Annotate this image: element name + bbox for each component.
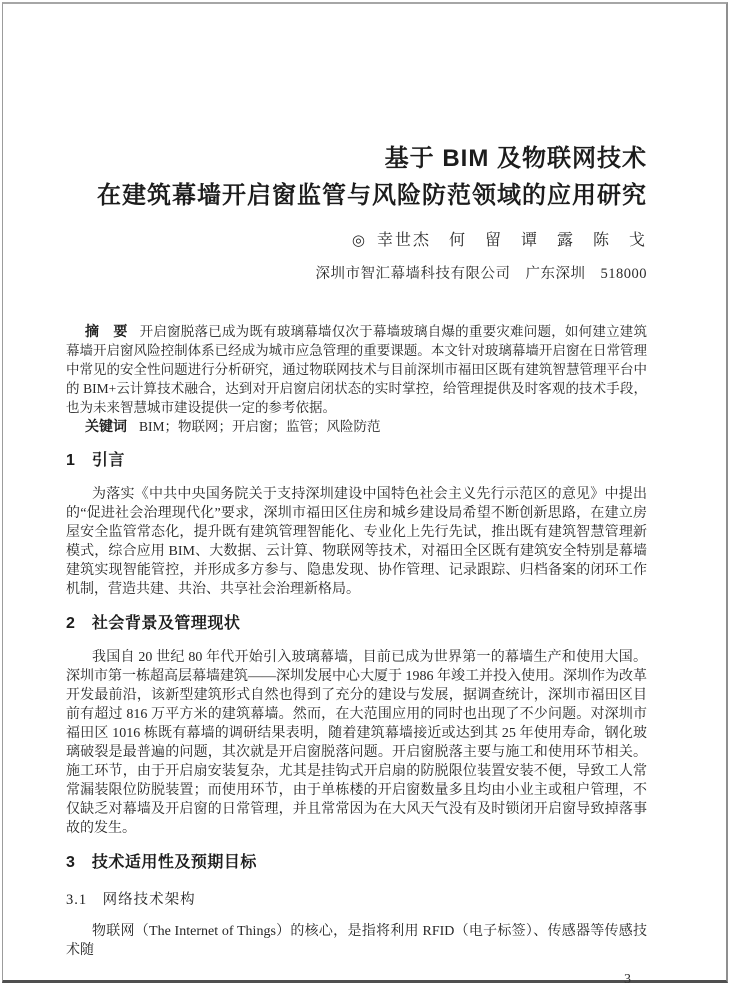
abstract-label: 摘 要: [85, 323, 128, 340]
subsection-3-1-heading: 3.1 网络技术架构: [66, 892, 196, 909]
keywords: [66, 417, 647, 436]
keywords-text: BIM；物联网；开启窗；监管；风险防范: [139, 419, 381, 435]
title-line-2: 在建筑幕墙开启窗监管与风险防范领域的应用研究: [97, 182, 647, 209]
author-line: [66, 230, 647, 252]
section-2-paragraph: 我国自 20 世纪 80 年代开始引入玻璃幕墙，目前已成为世界第一的幕墙生产和使用大国。深圳市第一栋超高层幕墙建筑——深圳发展中心大厦于 1986 年竣工并投入使用。深圳作为改革开发最前沿，该新型建筑形式自然也得到了充分的建设与发展，据调查统计，深圳市福田区目前有超过 816 万平方米的建筑幕墙。然而，在大范围应用的同时也出现了不少问题。对深圳市福田区 1016 栋既有幕墙的调研结果表明，随着建筑幕墙接近或达到其 25 年使用寿命，钢化玻璃破裂是最普遍的问题，其次就是开启窗脱落问题。开启窗脱落主要与施工和使用环节相关。施工环节，由于开启扇安装复杂，尤其是挂钩式开启扇的防脱限位装置安装不便，导致工人常常漏装限位防脱装置；而使用环节，由于单栋楼的开启窗数量多且均由小业主或租户管理，不仅缺乏对幕墙及开启窗的日常管理，并且常常因为在大风天气没有及时锁闭开启窗导致掉落事故的发生。: [66, 650, 647, 837]
page-content: [3, 140, 726, 990]
author-names: 幸世杰 何 留 谭 露 陈 戈: [376, 232, 647, 250]
title-line-1: 基于 BIM 及物联网技术: [384, 145, 647, 172]
paper-page: [2, 2, 728, 988]
section-3-heading: 3 技术适用性及预期目标: [66, 854, 257, 872]
section-1-heading: 1 引言: [66, 452, 125, 470]
abstract-text: 开启窗脱落已成为既有玻璃幕墙仅次于幕墙玻璃自爆的重要灾难问题，如何建立建筑幕墙开启窗风险控制体系已经成为城市应急管理的重要课题。本文针对玻璃幕墙开启窗在日常管理中常见的安全性问题进行分析研究，通过物联网技术与目前深圳市福田区既有建筑智慧管理平台中的 BIM+云计算技术融合，达到对开启窗启闭状态的实时掌控，给管理提供及时客观的技术手段，也为未来智慧城市建设提供一定的参考依据。: [66, 324, 648, 416]
section-2-heading: 2 社会背景及管理现状: [66, 615, 241, 633]
keywords-label: 关键词: [85, 418, 127, 435]
subsection-3-1-paragraph: 物联网（The Internet of Things）的核心，是指将利用 RFID（电子标签）、传感器等传感技术随: [66, 924, 647, 959]
paper-title: [66, 140, 647, 214]
affiliation: 深圳市智汇幕墙科技有限公司 广东深圳 518000: [315, 266, 647, 283]
author-bullet-icon: ◎: [351, 233, 365, 250]
page-number: 3: [624, 972, 631, 988]
abstract: [66, 322, 647, 417]
section-1-paragraph: 为落实《中共中央国务院关于支持深圳建设中国特色社会主义先行示范区的意见》中提出的“促进社会治理现代化”要求，深圳市福田区住房和城乡建设局希望不断创新思路，在建立房屋安全监管常态化，提升既有建筑管理智能化、专业化上先行先试，推出既有建筑智慧管理新模式，综合应用 BIM、大数据、云计算、物联网等技术，对福田全区既有建筑安全特别是幕墙建筑实现智能管控，并形成多方参与、隐患发现、协作管理、记录跟踪、归档备案的闭环工作机制，营造共建、共治、共享社会治理新格局。: [66, 487, 647, 598]
